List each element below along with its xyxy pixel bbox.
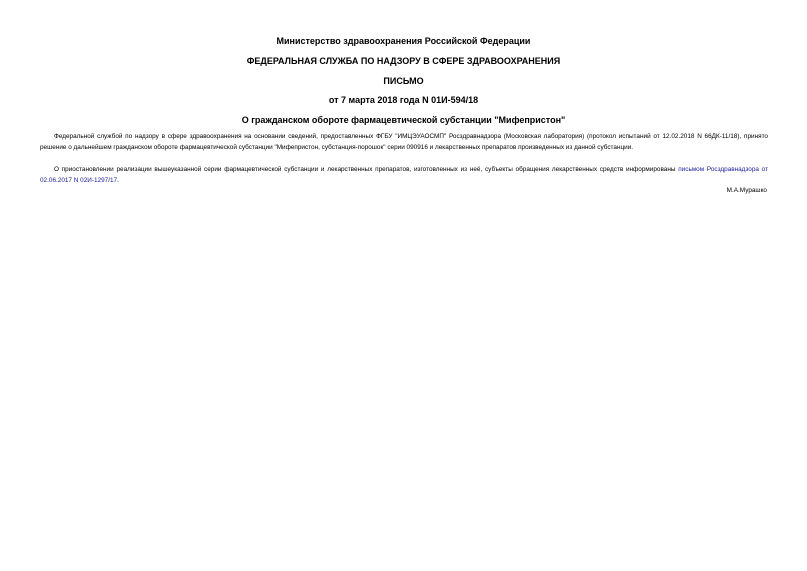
ministry-heading: Министерство здравоохранения Российской Федерации bbox=[276, 36, 531, 46]
signature: М.А.Мурашко bbox=[726, 187, 767, 194]
date-number-heading: от 7 марта 2018 года N 01И-594/18 bbox=[328, 95, 479, 105]
body-paragraph-2-end: . bbox=[117, 177, 119, 184]
document-type-heading: ПИСЬМО bbox=[383, 76, 424, 86]
subject-heading: О гражданском обороте фармацевтической субстанции "Мифепристон" bbox=[241, 115, 566, 125]
body-paragraph-2 bbox=[40, 164, 768, 186]
body-paragraph-2-text: О приостановлении реализации вышеуказанной серии фармацевтической субстанции и лекарственных препаратов, изготовленных из неё, субъекты обращения лекарственных средств информированы bbox=[54, 166, 679, 173]
service-heading: ФЕДЕРАЛЬНАЯ СЛУЖБА ПО НАДЗОРУ В СФЕРЕ ЗДРАВООХРАНЕНИЯ bbox=[246, 56, 561, 66]
body-paragraph-1: Федеральной службой по надзору в сфере здравоохранения на основании сведений, предоставленных ФГБУ "ИМЦЭУАОСМП" Росздравнадзора (Московская лаборатория) (протокол испытаний от 12.02.2018 N 66ДК-11/18), принято решение о дальнейшем гражданском обороте фармацевтической субстанции "Мифепристон, субстанция-порошок" серии 090916 и лекарственных препаратов произведенных из данной субстанции. bbox=[40, 133, 768, 151]
letter-reference-link[interactable]: письмом Росздравнадзора от 02.06.2017 N 02И-1297/17 bbox=[40, 166, 768, 184]
